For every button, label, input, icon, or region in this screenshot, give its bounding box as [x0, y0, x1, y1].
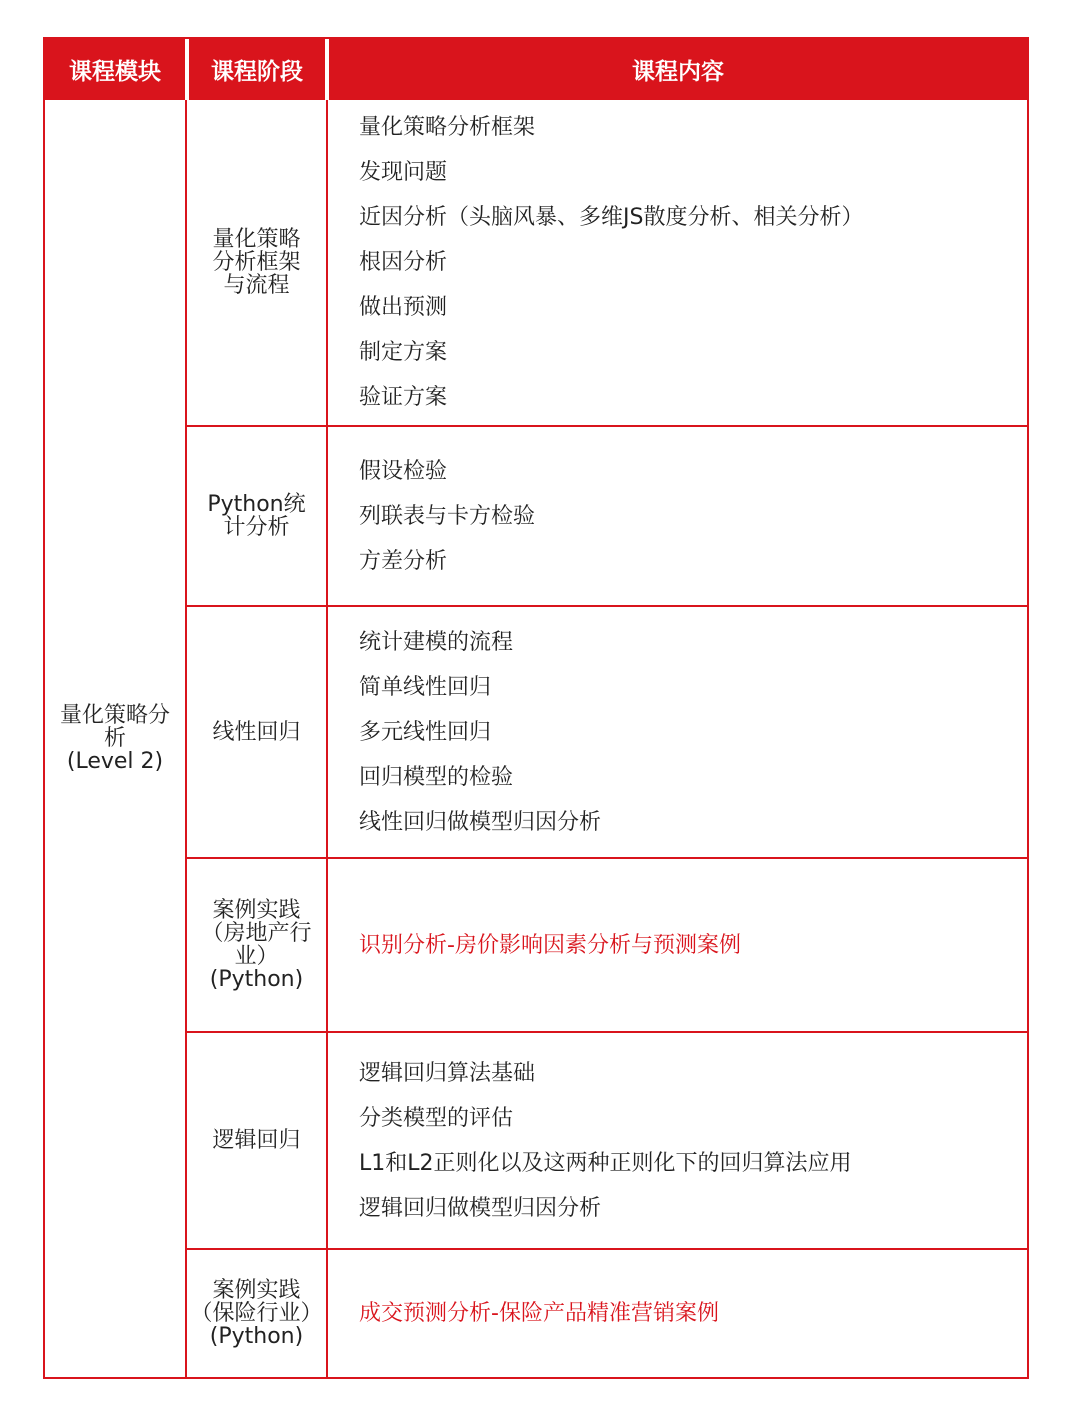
header-stage-label: 课程阶段 — [211, 59, 303, 85]
column-divider — [326, 100, 328, 1377]
content-item: 统计建模的流程 — [359, 629, 514, 655]
header-content-label: 课程内容 — [632, 59, 724, 85]
content-cell — [359, 607, 1019, 857]
module-cell — [45, 100, 185, 1377]
stage-name: 线性回归 — [212, 719, 301, 745]
header-stage — [189, 39, 325, 100]
content-item: 制定方案 — [359, 340, 448, 365]
content-item: 列联表与卡方检验 — [359, 503, 536, 529]
stage-cell — [187, 1250, 326, 1377]
content-item: 分类模型的评估 — [359, 1105, 514, 1131]
content-item: 逻辑回归算法基础 — [359, 1060, 536, 1086]
course-table — [43, 37, 1029, 1379]
content-item: 发现问题 — [359, 160, 448, 185]
content-item: 假设检验 — [359, 458, 448, 484]
content-item: 线性回归做模型归因分析 — [359, 809, 602, 835]
content-item: 回归模型的检验 — [359, 764, 514, 790]
content-cell — [359, 1250, 1019, 1377]
content-item: 验证方案 — [359, 385, 448, 410]
stage-cell — [187, 427, 326, 605]
content-item: 简单线性回归 — [359, 674, 492, 700]
content-item: 做出预测 — [359, 295, 448, 320]
stage-name: Python统 — [207, 492, 306, 517]
case-study-item: 成交预测分析-保险产品精准营销案例 — [359, 1301, 719, 1326]
stage-cell — [187, 859, 326, 1031]
stage-name: （房地产行 — [201, 921, 312, 946]
stage-cell — [187, 607, 326, 857]
module-level: (Level 2) — [66, 749, 164, 774]
stage-cell — [187, 100, 326, 425]
stage-name: 案例实践 — [212, 898, 301, 923]
module-name: 量化策略分 — [59, 703, 170, 728]
content-item: 量化策略分析框架 — [359, 115, 536, 140]
stage-name: 量化策略 — [212, 227, 301, 252]
content-cell — [359, 427, 1019, 605]
header-module — [45, 39, 185, 100]
stage-name: 案例实践 — [212, 1278, 301, 1303]
stage-name: 业） — [234, 944, 279, 969]
stage-cell — [187, 1033, 326, 1248]
content-item: 逻辑回归做模型归因分析 — [359, 1195, 602, 1221]
header-content — [329, 39, 1027, 100]
content-item: 根因分析 — [359, 250, 448, 275]
case-study-item: 识别分析-房价影响因素分析与预测案例 — [359, 932, 741, 958]
stage-name: (Python) — [209, 1324, 304, 1349]
content-cell — [359, 1033, 1019, 1248]
stage-name: 分析框架 — [212, 250, 301, 275]
stage-name: (Python) — [209, 967, 304, 992]
content-item: 方差分析 — [359, 548, 448, 574]
stage-name: 逻辑回归 — [212, 1128, 301, 1153]
stage-name: 计分析 — [223, 515, 290, 540]
content-item: L1和L2正则化以及这两种正则化下的回归算法应用 — [359, 1150, 852, 1176]
stage-name: （保险行业） — [190, 1301, 323, 1326]
module-name: 析 — [103, 726, 126, 751]
content-item: 近因分析（头脑风暴、多维JS散度分析、相关分析） — [359, 205, 864, 230]
stage-name: 与流程 — [223, 273, 290, 298]
content-cell — [359, 100, 1019, 425]
content-cell — [359, 859, 1019, 1031]
header-module-label: 课程模块 — [69, 59, 161, 85]
content-item: 多元线性回归 — [359, 719, 492, 745]
